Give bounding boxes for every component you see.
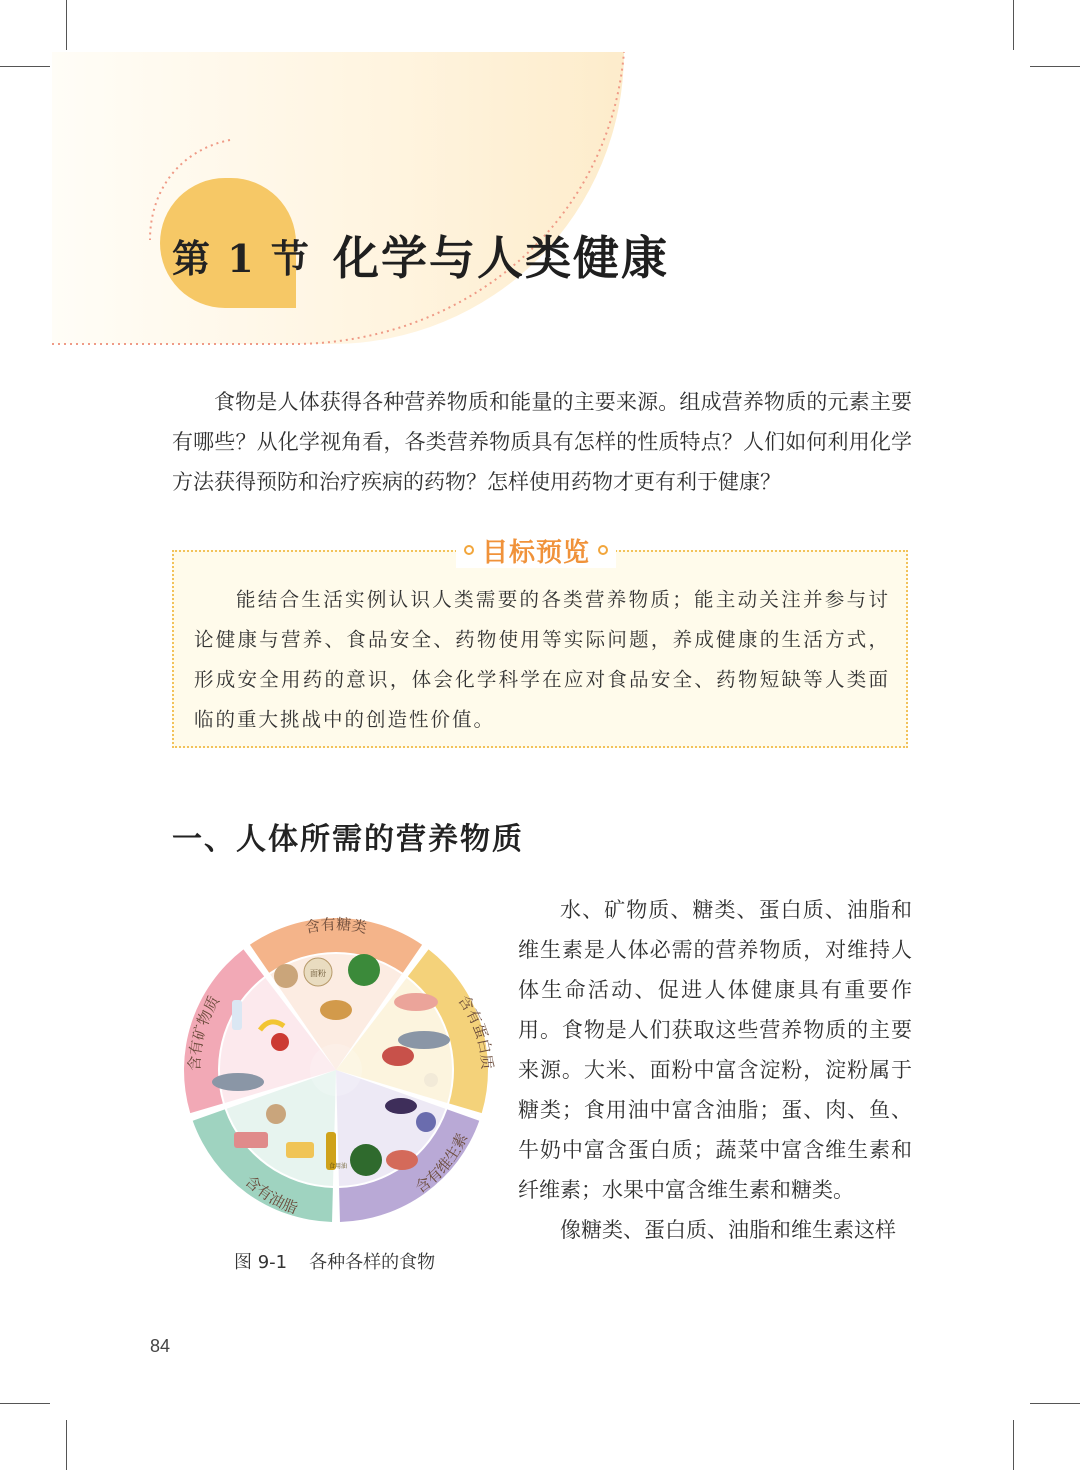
body-paragraph: 水、矿物质、糖类、蛋白质、油脂和维生素是人体必需的营养物质，对维持人体生命活动、促进人体健康具有重要作用。食物是人们获取这些营养物质的主要来源。大米、面粉中富含淀粉，淀粉属于糖类；食用油中富含油脂；蛋、肉、鱼、牛奶中富含蛋白质；蔬菜中富含维生素和纤维素；水果中富含维生素和糖类。 (518, 898, 912, 1202)
oil-label: 食用油 (329, 1163, 348, 1170)
objectives-title: 目标预览 (482, 537, 591, 568)
body-text (518, 890, 912, 1250)
crop-mark (66, 1420, 67, 1470)
flour-label: 面粉 (310, 969, 326, 978)
segment-label-sugar: 含有糖类 (303, 915, 369, 937)
objectives-heading (456, 532, 616, 568)
segment-label-oil: 含有油脂 (241, 1172, 301, 1218)
segment-label-mineral: 含有矿物质 (185, 992, 224, 1072)
crop-mark (1030, 1403, 1080, 1404)
segment-label-vitamin: 含有维生素 (411, 1130, 472, 1197)
header-dotted-arc (0, 0, 660, 360)
crop-mark (1030, 66, 1080, 67)
figure-caption (234, 1248, 435, 1274)
crop-mark (1013, 0, 1014, 50)
crop-mark (0, 1403, 50, 1404)
page-number: 84 (150, 1336, 171, 1356)
section-number: 第 1 节 (172, 236, 311, 281)
segment-label-protein: 含有蛋白质 (454, 991, 496, 1071)
figure-number: 图 9-1 (234, 1252, 288, 1273)
objectives-text-block (194, 580, 890, 740)
intro-text: 食物是人体获得各种营养物质和能量的主要来源。组成营养物质的元素主要有哪些？从化学视角看，各类营养物质具有怎样的性质特点？人们如何利用化学方法获得预防和治疗疾病的药物？怎样使用药物才更有利于健康？ (172, 390, 912, 494)
dot-icon (598, 545, 608, 555)
chapter-title: 化学与人类健康 (333, 231, 669, 285)
crop-mark (1013, 1420, 1014, 1470)
section-heading: 一、人体所需的营养物质 (172, 822, 524, 857)
figure-caption-text: 各种各样的食物 (309, 1252, 436, 1273)
food-wheel-figure (176, 910, 496, 1230)
objectives-text: 能结合生活实例认识人类需要的各类营养物质；能主动关注并参与讨论健康与营养、食品安全、药物使用等实际问题，养成健康的生活方式，形成安全用药的意识，体会化学科学在应对食品安全、药物短缺等人类面临的重大挑战中的创造性价值。 (194, 588, 890, 731)
body-paragraph: 像糖类、蛋白质、油脂和维生素这样 (560, 1218, 896, 1242)
intro-paragraph (172, 382, 912, 502)
dot-icon (464, 545, 474, 555)
